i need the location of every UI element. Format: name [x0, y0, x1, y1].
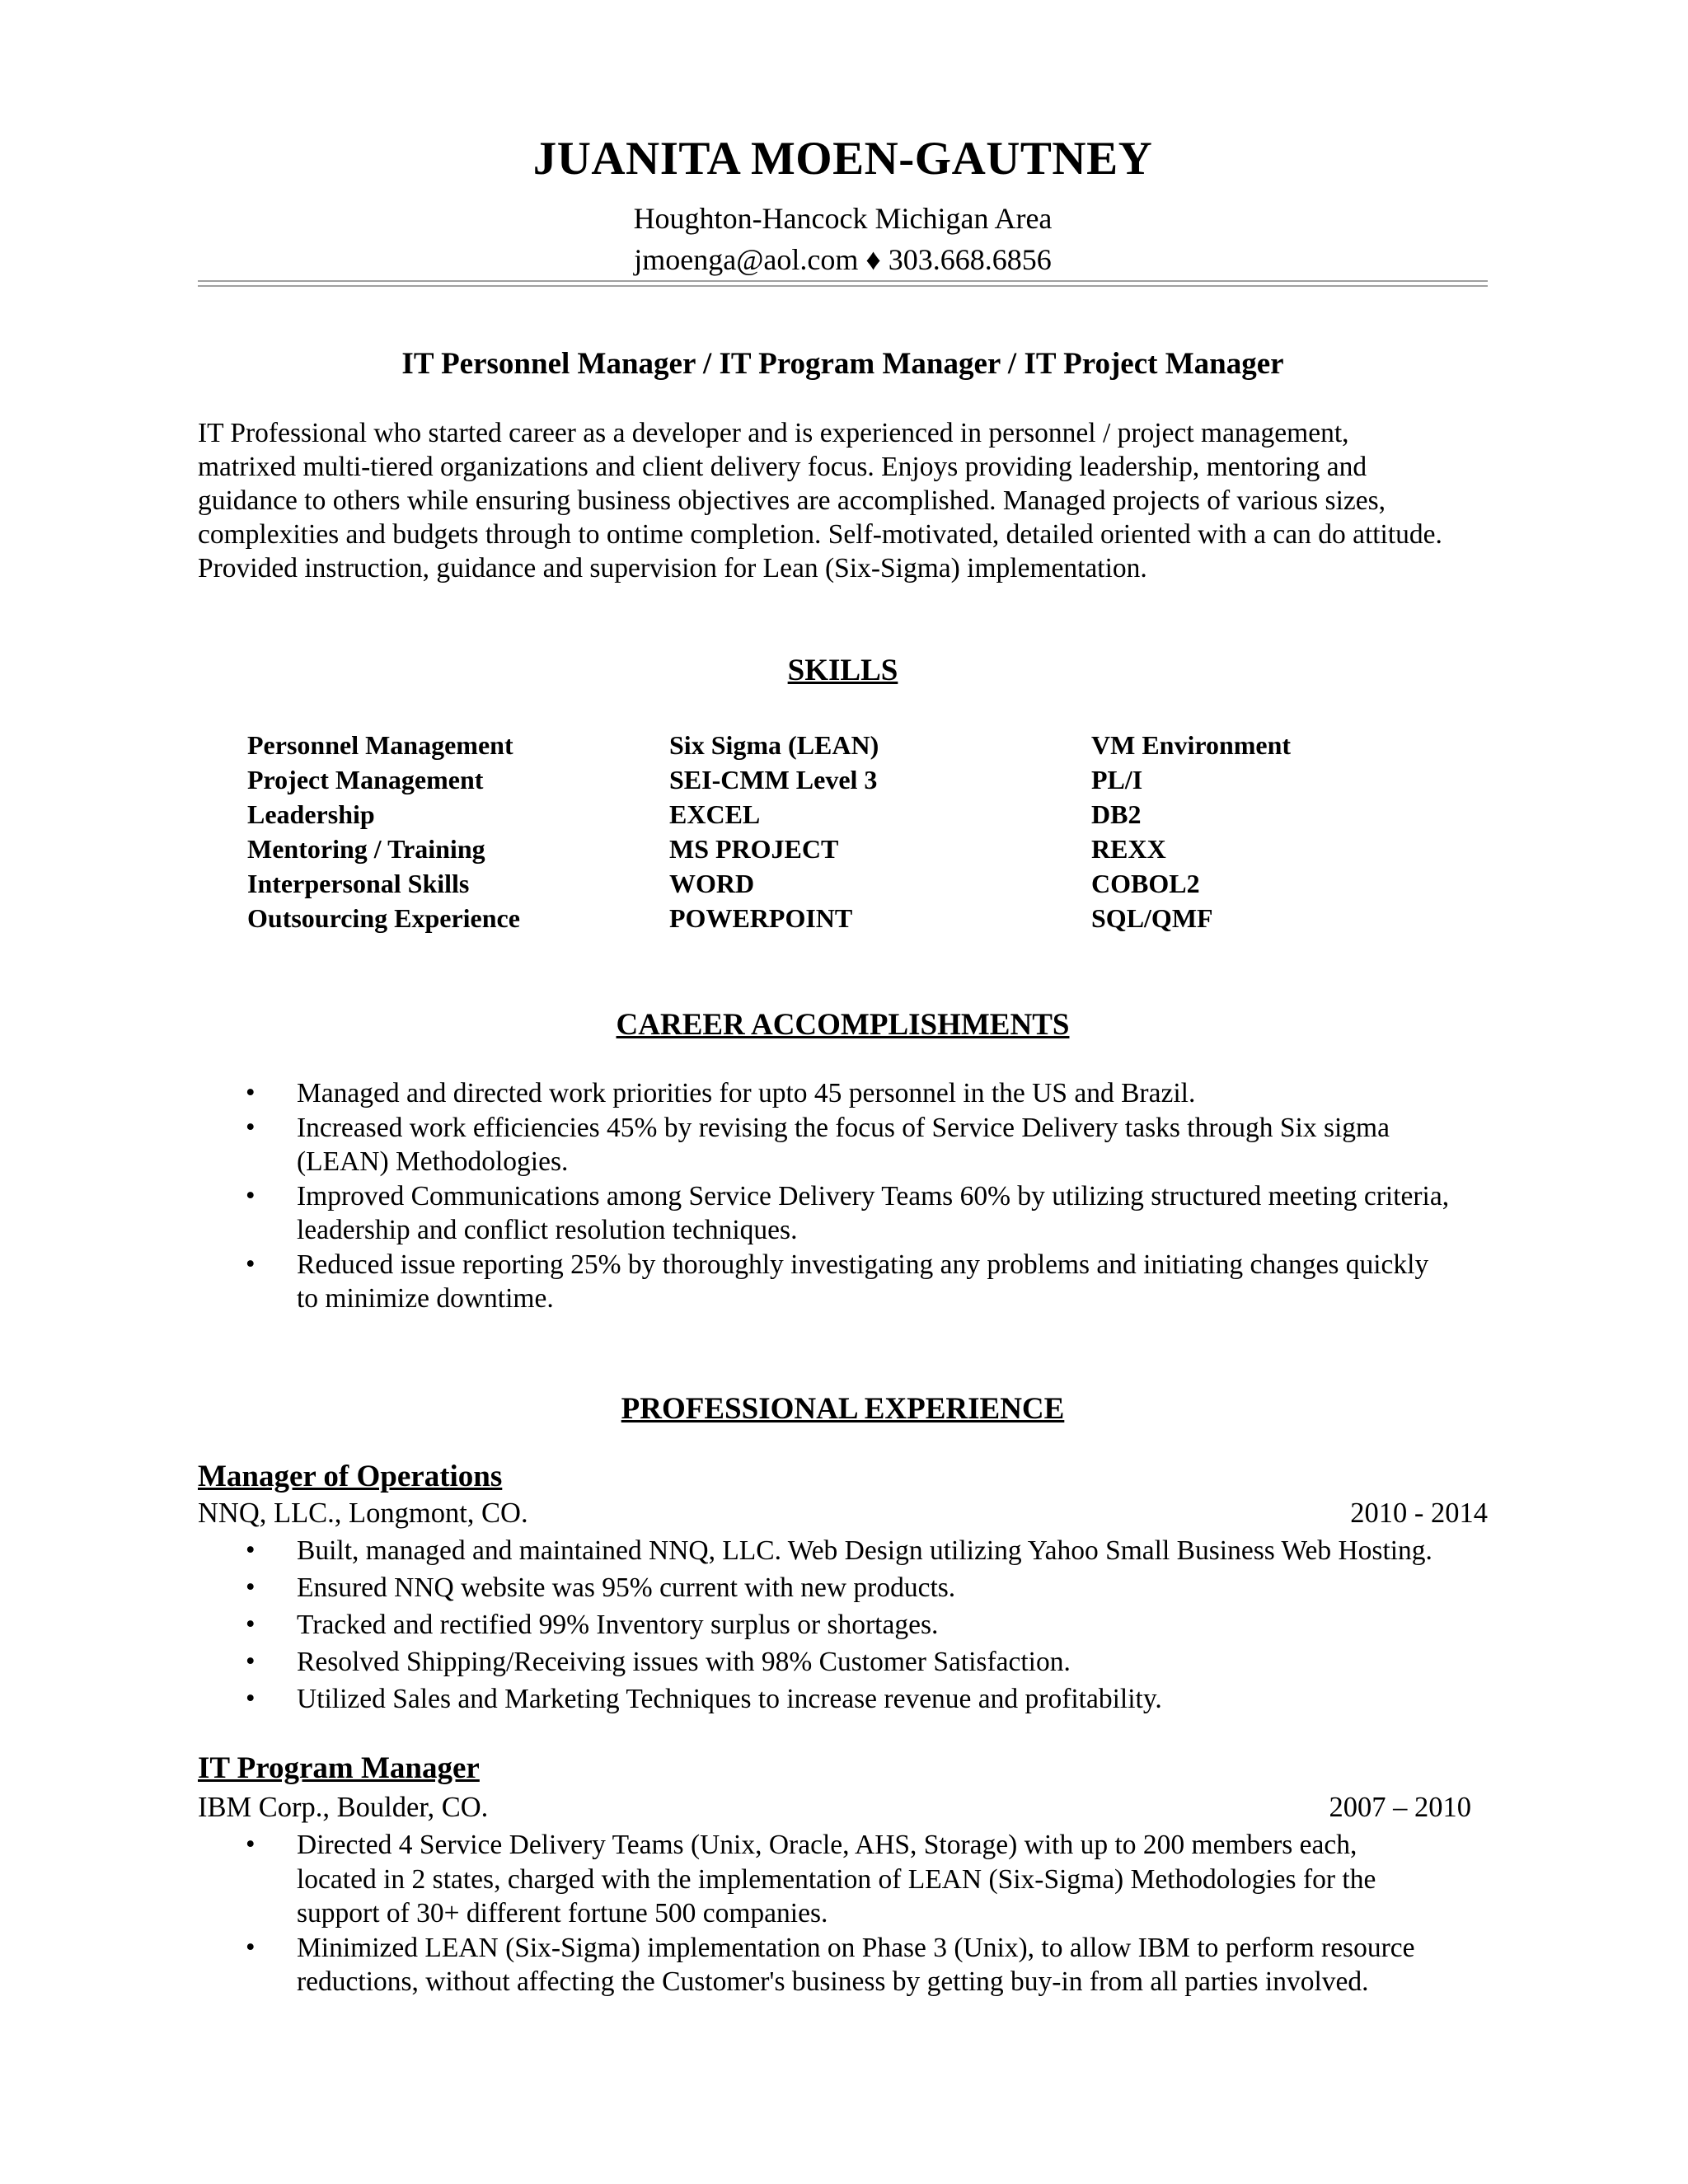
bullet-icon: • — [246, 1112, 256, 1142]
experience-heading: PROFESSIONAL EXPERIENCE — [621, 1392, 1065, 1426]
skills-column — [247, 728, 520, 935]
skill-item: Leadership — [247, 799, 375, 829]
summary-line: Provided instruction, guidance and supervision for Lean (Six-Sigma) implementation. — [198, 553, 1147, 583]
list-item: • Utilized Sales and Marketing Techniques to increase revenue and profitability. — [198, 1680, 1517, 1718]
skill-item: Outsourcing Experience — [247, 903, 520, 933]
skill-item: Mentoring / Training — [247, 834, 485, 864]
job-bullets — [198, 1532, 1517, 1718]
headline: IT Personnel Manager / IT Program Manager / IT Project Manager — [401, 347, 1284, 381]
skills-column — [669, 728, 879, 935]
list-item: • Minimized LEAN (Six-Sigma) implementation on Phase 3 (Unix), to allow IBM to perform resource reductions, without affecting the Customer's business by getting buy-in from all parties involved. — [246, 1932, 1415, 1997]
list-item: • Improved Communications among Service Delivery Teams 60% by utilizing structured meeting criteria, leadership and conflict resolution techniques. — [246, 1180, 1450, 1245]
bullet-icon: • — [246, 1684, 256, 1713]
skill-item: POWERPOINT — [669, 903, 853, 933]
career-heading: CAREER ACCOMPLISHMENTS — [616, 1008, 1070, 1042]
skill-item: DB2 — [1091, 799, 1142, 829]
header-divider — [198, 285, 1488, 287]
job-title: IT Program Manager — [198, 1751, 480, 1785]
list-item: • Tracked and rectified 99% Inventory surplus or shortages. — [198, 1606, 1517, 1643]
company-name: IBM Corp., Boulder, CO. — [198, 1792, 489, 1823]
summary-line: complexities and budgets through to ontime completion. Self-motivated, detailed oriented with a can do attitude. — [198, 519, 1442, 550]
resume-page — [198, 0, 1488, 2184]
list-item: • Managed and directed work priorities for upto 45 personnel in the US and Brazil. — [198, 1076, 1517, 1111]
skills-column — [1091, 728, 1291, 935]
summary-line: IT Professional who started career as a developer and is experienced in personnel / project management, — [198, 418, 1349, 448]
email-link[interactable]: jmoenga@aol.com — [634, 243, 859, 276]
list-item: • Built, managed and maintained NNQ, LLC. Web Design utilizing Yahoo Small Business Web Hosting. — [198, 1532, 1517, 1569]
summary-line: guidance to others while ensuring business objectives are accomplished. Managed projects of various sizes, — [198, 485, 1386, 516]
skill-item: REXX — [1091, 834, 1166, 864]
bullet-icon: • — [246, 1249, 256, 1279]
bullet-icon: • — [246, 1932, 256, 1962]
skill-item: SQL/QMF — [1091, 903, 1213, 933]
bullet-icon: • — [246, 1647, 256, 1676]
location: Houghton-Hancock Michigan Area — [633, 202, 1053, 235]
bullet-icon: • — [246, 1535, 256, 1565]
contact-line — [198, 242, 1488, 278]
skill-item: Interpersonal Skills — [247, 869, 470, 898]
skills-heading: SKILLS — [787, 654, 898, 687]
skill-item: Project Management — [247, 765, 484, 794]
candidate-name: JUANITA MOEN-GAUTNEY — [532, 133, 1153, 185]
job-title: Manager of Operations — [198, 1460, 503, 1493]
list-item: • Increased work efficiencies 45% by revising the focus of Service Delivery tasks through Six sigma (LEAN) Methodologies. — [246, 1112, 1390, 1177]
bullet-icon: • — [246, 1078, 256, 1108]
job-dates: 2007 – 2010 — [1329, 1792, 1471, 1823]
list-item: • Directed 4 Service Delivery Teams (Unix, Oracle, AHS, Storage) with up to 200 members each, located in 2 states, charged with the implementation of LEAN (Six-Sigma) Methodologies for the support of 30+ different fortune 500 companies. — [246, 1830, 1376, 1929]
skill-item: Personnel Management — [247, 730, 513, 760]
bullet-icon: • — [246, 1572, 256, 1602]
bullet-icon: • — [246, 1610, 256, 1639]
skill-item: Six Sigma (LEAN) — [669, 730, 879, 760]
list-item: • Resolved Shipping/Receiving issues with 98% Customer Satisfaction. — [198, 1643, 1517, 1680]
skill-item: PL/I — [1091, 765, 1143, 794]
phone-number: 303.668.6856 — [888, 243, 1052, 276]
bullet-icon: • — [246, 1180, 256, 1211]
skill-item: VM Environment — [1091, 730, 1292, 760]
job-dates: 2010 - 2014 — [1350, 1497, 1488, 1529]
diamond-separator-icon: ♦ — [865, 243, 881, 276]
list-item: • Reduced issue reporting 25% by thoroughly investigating any problems and initiating changes quickly to minimize downtime. — [246, 1249, 1429, 1314]
bullet-icon: • — [246, 1830, 256, 1859]
skill-item: EXCEL — [669, 799, 761, 829]
skill-item: COBOL2 — [1091, 869, 1200, 898]
list-item: • Ensured NNQ website was 95% current with new products. — [198, 1569, 1517, 1606]
career-list — [198, 1076, 1517, 1316]
job-bullets — [198, 1828, 1517, 1999]
company-name: NNQ, LLC., Longmont, CO. — [198, 1497, 528, 1529]
skill-item: SEI-CMM Level 3 — [669, 765, 878, 794]
summary — [198, 416, 1500, 585]
header-divider — [198, 280, 1488, 282]
skill-item: MS PROJECT — [669, 834, 839, 864]
skill-item: WORD — [669, 869, 755, 898]
summary-line: matrixed multi-tiered organizations and client delivery focus. Enjoys providing leadership, mentoring and — [198, 452, 1367, 482]
